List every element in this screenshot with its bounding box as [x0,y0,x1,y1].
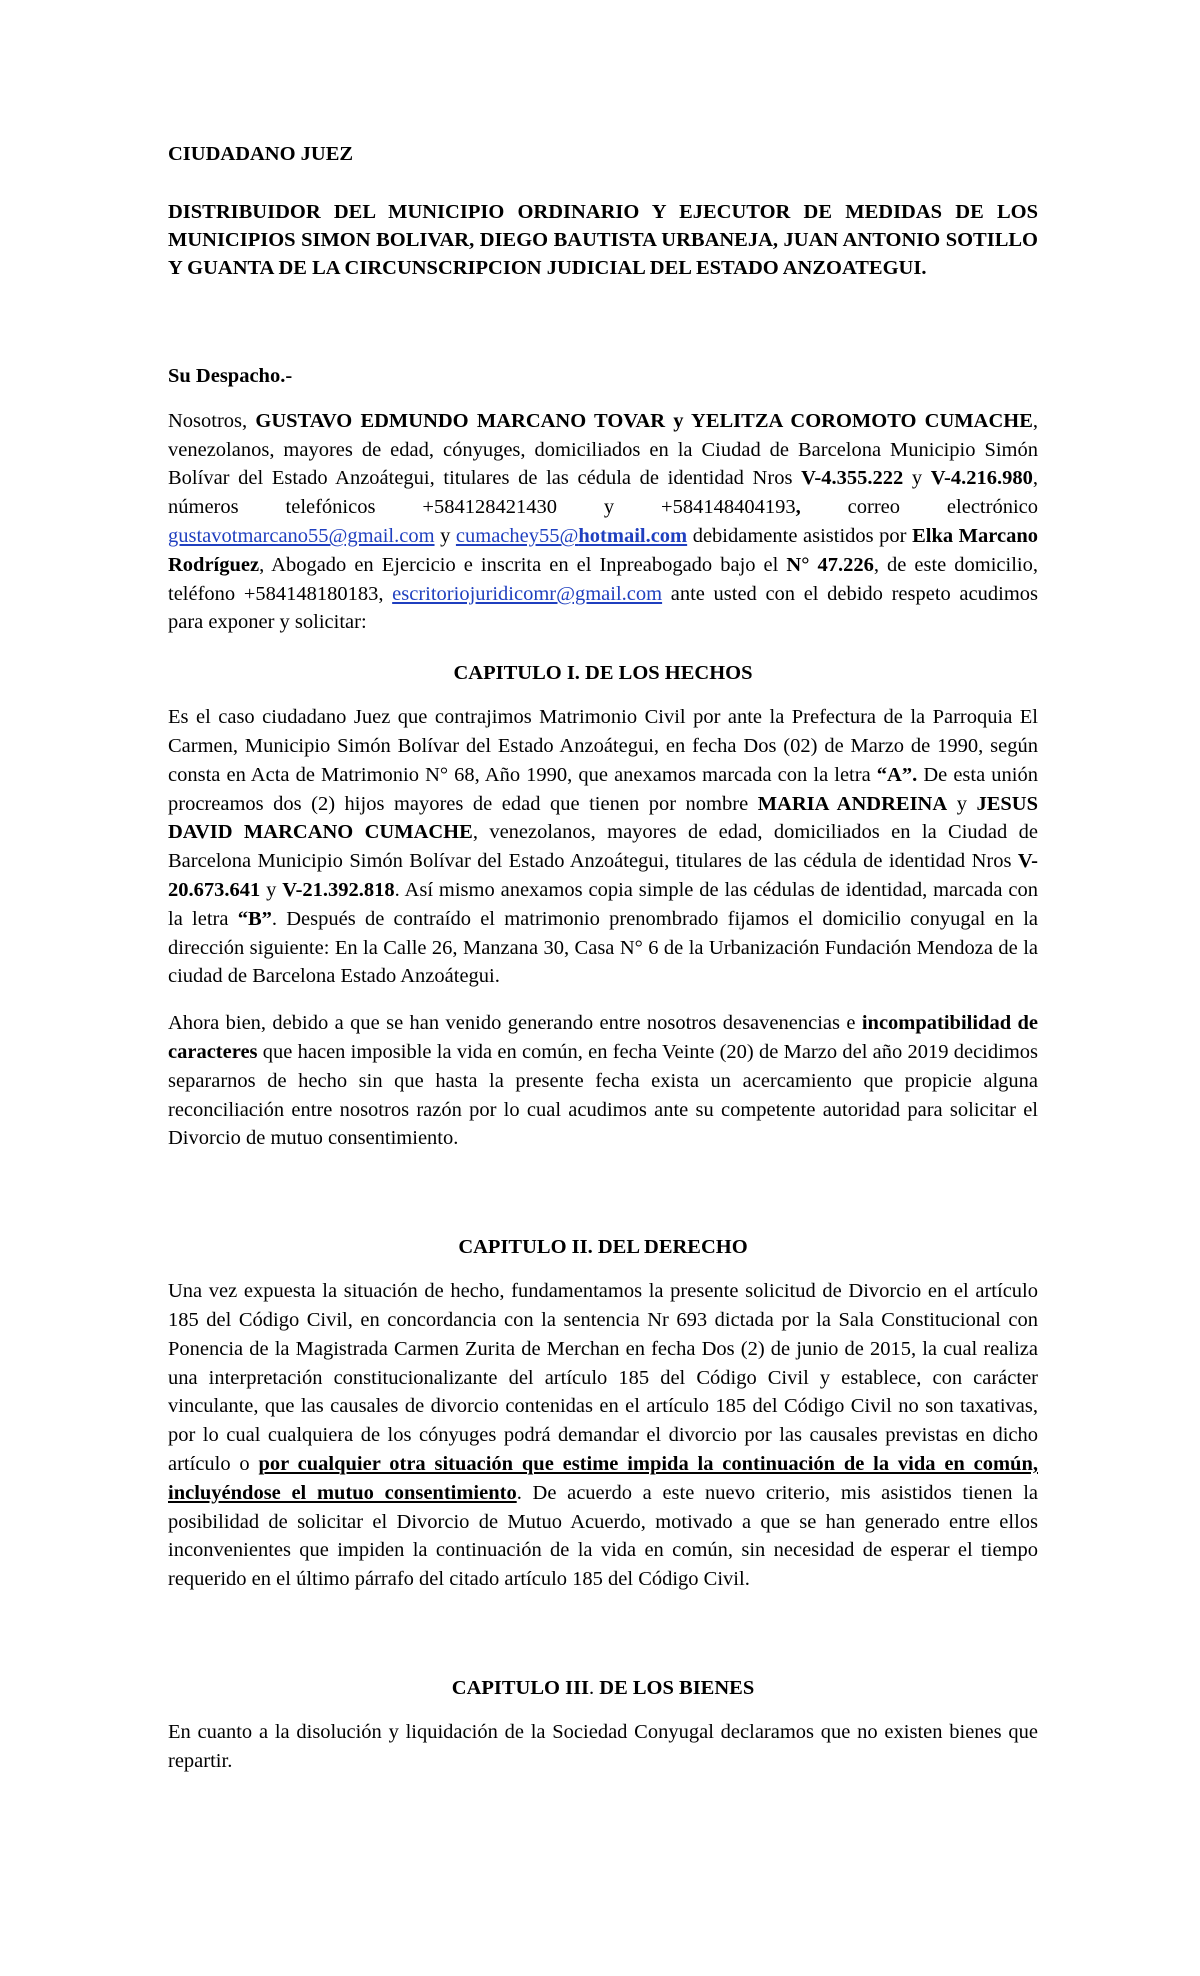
document-body [168,140,1038,1775]
email-link-3[interactable]: escritoriojuridicomr@gmail.com [392,582,663,605]
chapter-1-paragraph-1: Es el caso ciudadano Juez que contrajimos Matrimonio Civil por ante la Prefectura de la Parroquia El Carmen, Municipio Simón Bolívar del Estado Anzoátegui, en fecha Dos (02) de Marzo de 1990, según consta en Acta de Matrimonio N° 68, Año 1990, que anexamos marcada con la letra “A”. De esta unión procreamos dos (2) hijos mayores de edad que tienen por nombre MARIA ANDREINA y JESUS DAVID MARCANO CUMACHE, venezolanos, mayores de edad, domiciliados en la Ciudad de Barcelona Municipio Simón Bolívar del Estado Anzoátegui, titulares de las cédula de identidad Nros V-20.673.641 y V-21.392.818. Así mismo anexamos copia simple de las cédulas de identidad, marcada con la letra “B”. Después de contraído el matrimonio prenombrado fijamos el domicilio conyugal en la dirección siguiente: En la Calle 26, Manzana 30, Casa N° 6 de la Urbanización Fundación Mendoza de la ciudad de Barcelona Estado Anzoátegui. [168,706,1038,988]
intro-paragraph: Nosotros, GUSTAVO EDMUNDO MARCANO TOVAR y YELITZA COROMOTO CUMACHE, venezolanos, mayores de edad, cónyuges, domiciliados en la Ciudad de Barcelona Municipio Simón Bolívar del Estado Anzoátegui, titulares de las cédula de identidad Nros V-4.355.222 y V-4.216.980, números telefónicos +584128421430 y +584148404193, correo electrónico gustavotmarcano55@gmail.com y cumachey55@hotmail.com debidamente asistidos por Elka Marcano Rodríguez, Abogado en Ejercicio e inscrita en el Inpreabogado bajo el N° 47.226, de este domicilio, teléfono +584148180183, escritoriojuridicomr@gmail.com ante usted con el debido respeto acudimos para exponer y solicitar: [168,409,1038,634]
email-link-2[interactable]: cumachey55@hotmail.com [455,524,688,547]
email-link-1[interactable]: gustavotmarcano55@gmail.com [168,524,435,547]
chapter-3-paragraph-1: En cuanto a la disolución y liquidación de la Sociedad Conyugal declaramos que no existen bienes que repartir. [168,1720,1038,1772]
child-name-1: MARIA ANDREINA [757,792,948,815]
petitioner-id-1: V-4.355.222 [801,467,904,490]
salutation: Su Despacho.- [168,365,293,387]
chapter-2-paragraph-1: Una vez expuesta la situación de hecho, fundamentamos la presente solicitud de Divorcio en el artículo 185 del Código Civil, en concordancia con la sentencia Nr 693 dictada por la Sala Constitucional con Ponencia de la Magistrada Carmen Zurita de Merchan en fecha Dos (2) de junio de 2015, la cual realiza una interpretación constitucionalizante del artículo 185 del Código Civil y establece, con carácter vinculante, que las causales de divorcio contenidas en el artículo 185 del Código Civil no son taxativas, por lo cual cualquiera de los cónyuges podrá demandar el divorcio por las causales previstas en dicho artículo o por cualquier otra situación que estime impida la continuación de la vida en común, incluyéndose el mutuo consentimiento. De acuerdo a este nuevo criterio, mis asistidos tienen la posibilidad de solicitar el Divorcio de Mutuo Acuerdo, motivado a que se han generado entre ellos inconvenientes que impiden la continuación de la vida en común, sin necesidad de esperar el tiempo requerido en el último párrafo del citado artículo 185 del Código Civil. [168,1280,1039,1591]
chapter-1-heading: CAPITULO I. DE LOS HECHOS [453,662,753,685]
inpreabogado-number: N° 47.226 [786,553,874,576]
chapter-1-paragraph-2: Ahora bien, debido a que se han venido generando entre nosotros desavenencias e incompatibilidad de caracteres que hacen imposible la vida en común, en fecha Veinte (20) de Marzo del año 2019 decidimos separarnos de hecho sin que hasta la presente fecha exista un acercamiento que propicie alguna reconciliación entre nosotros razón por lo cual acudimos ante su competente autoridad para solicitar el Divorcio de mutuo consentimiento. [168,1012,1038,1150]
chapter-2-heading: CAPITULO II. DEL DERECHO [458,1236,748,1259]
child-name-2: JESUS DAVID MARCANO CUMACHE [168,792,1038,844]
addressee: CIUDADANO JUEZ [168,143,354,165]
petitioner-names: GUSTAVO EDMUNDO MARCANO TOVAR y YELITZA COROMOTO CUMACHE [255,409,1033,432]
lawyer-name: Elka Marcano Rodríguez [168,524,1038,576]
court-name: DISTRIBUIDOR DEL MUNICIPIO ORDINARIO Y EJECUTOR DE MEDIDAS DE LOS MUNICIPIOS SIMON BOLIVAR, DIEGO BAUTISTA URBANEJA, JUAN ANTONIO SOTILLO Y GUANTA DE LA CIRCUNSCRIPCION JUDICIAL DEL ESTADO ANZOATEGUI. [168,201,1038,279]
underlined-clause: por cualquier otra situación que estime impida la continuación de la vida en común, incluyéndose el mutuo consentimiento [168,1452,1038,1504]
petitioner-id-2: V-4.216.980 [930,467,1033,490]
chapter-3-heading: CAPITULO III. DE LOS BIENES [451,1676,755,1699]
